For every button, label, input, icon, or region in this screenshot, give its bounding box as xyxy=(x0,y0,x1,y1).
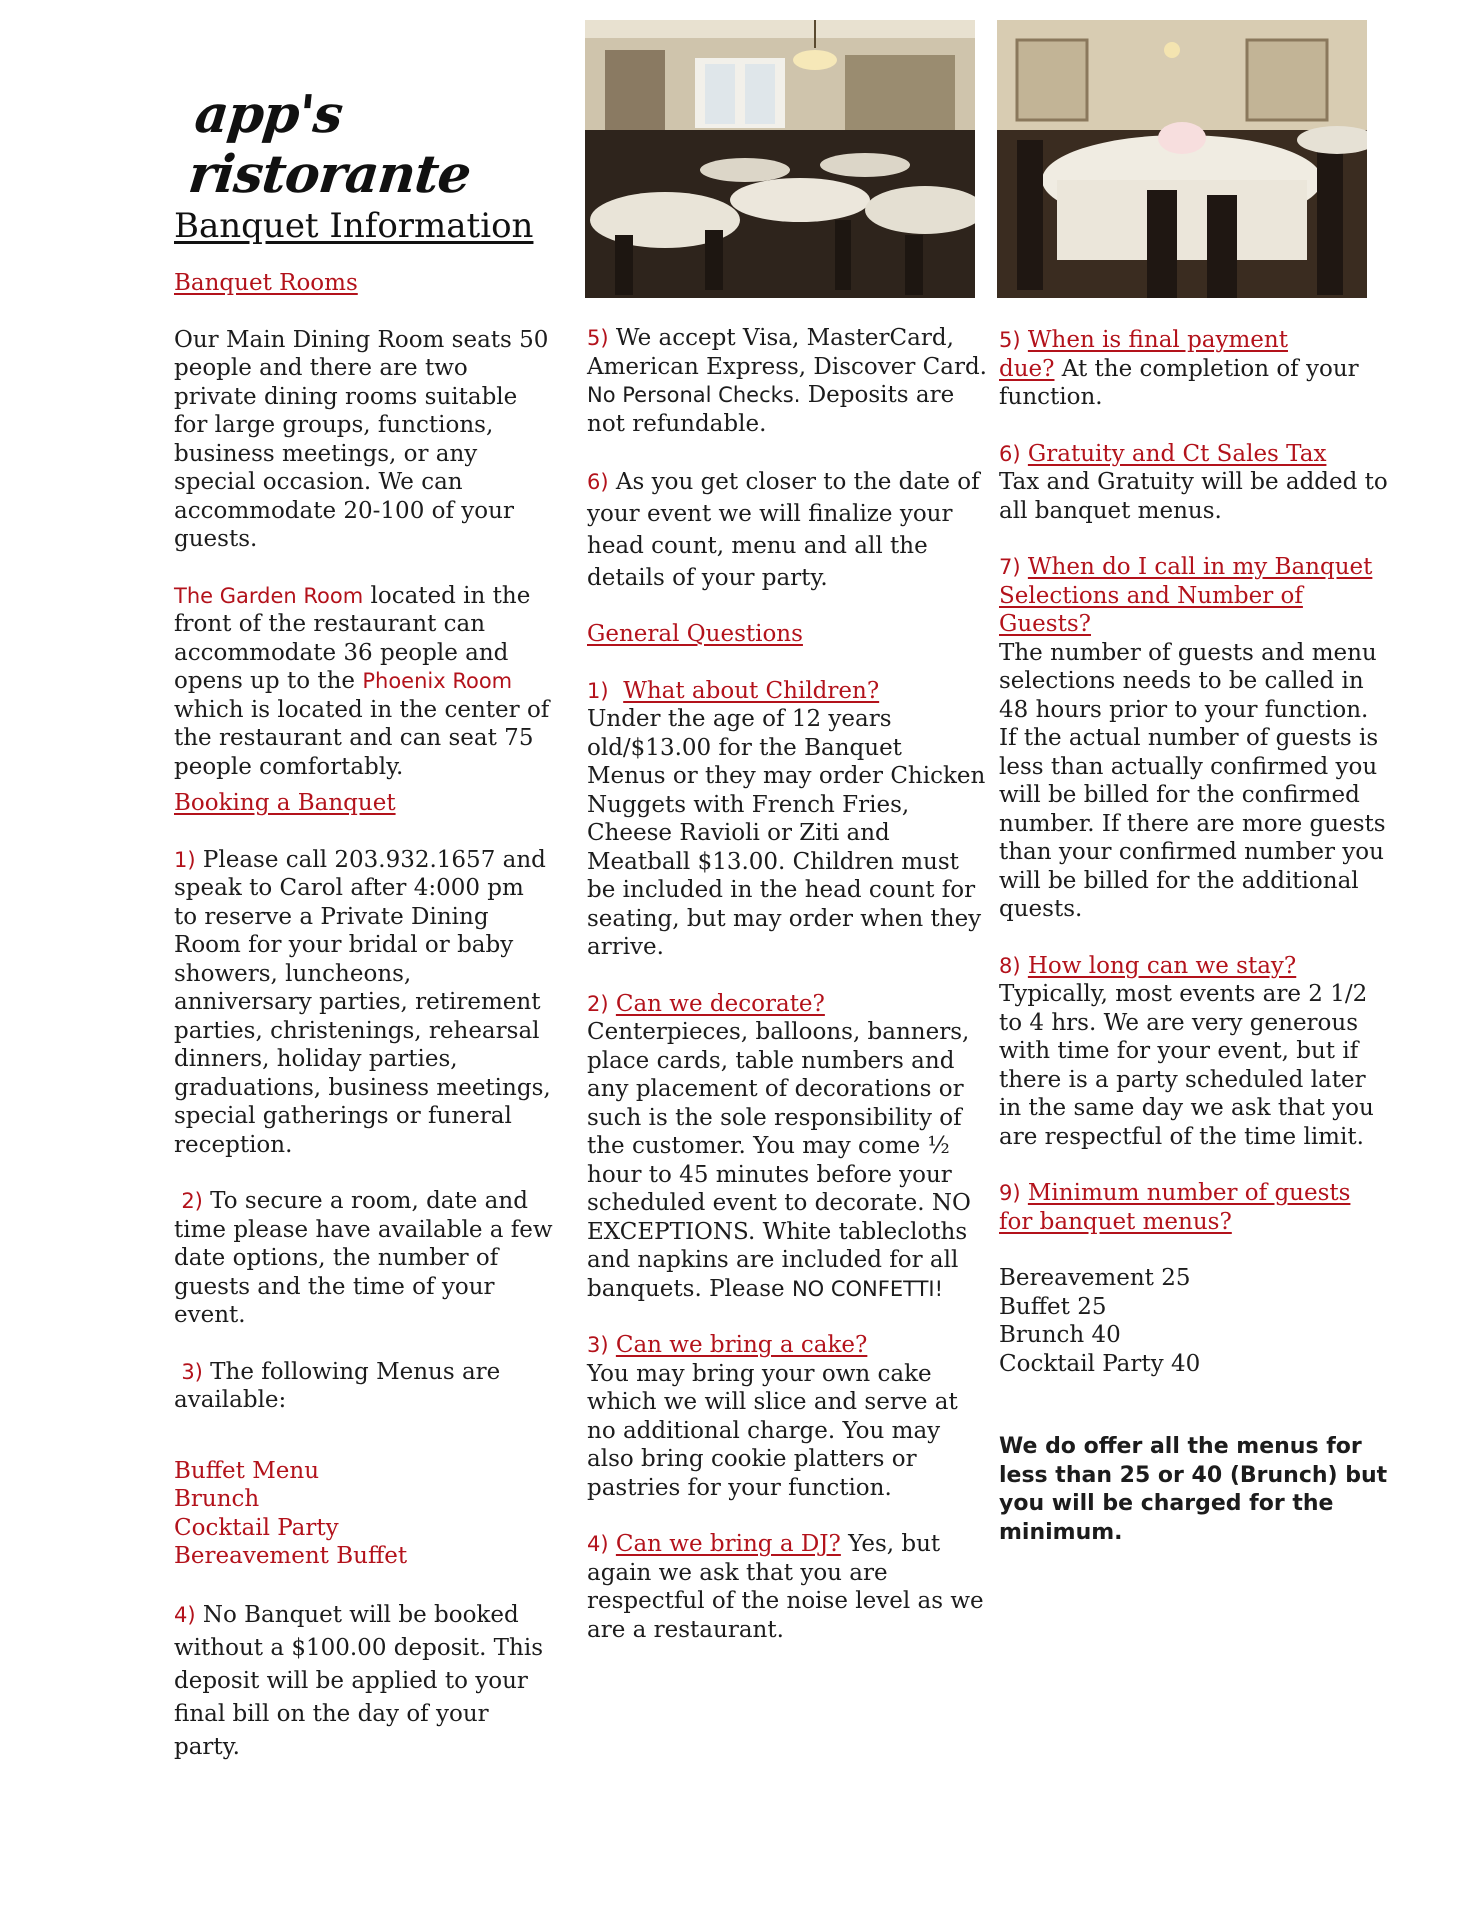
question-2-answer xyxy=(587,1018,987,1303)
question-5-title: When is final payment xyxy=(1027,327,1288,353)
booking-item-3-number: 3) xyxy=(181,1359,203,1384)
booking-item-5-text: We accept Visa, MasterCard, American Express, Discover Card. xyxy=(587,325,987,380)
question-4 xyxy=(587,1530,987,1644)
menu-item: Bereavement Buffet xyxy=(174,1543,408,1569)
question-5-title-cont: due? xyxy=(999,355,1055,382)
question-1-answer: Under the age of 12 years old/$13.00 for the Banquet Menus or they may order Chicken Nuggets with French Fries, Cheese Ravioli or Ziti and Meatball $13.00. Children must be included in the head count for seating, but may order when they arrive. xyxy=(587,706,986,960)
question-9 xyxy=(999,1179,1389,1236)
menu-item: Buffet Menu xyxy=(174,1457,320,1484)
question-1 xyxy=(587,677,987,706)
question-3-title: Can we bring a cake? xyxy=(615,1332,868,1358)
booking-item-4 xyxy=(174,1599,554,1764)
menu-item: Brunch xyxy=(174,1486,260,1512)
booking-item-2 xyxy=(174,1187,554,1330)
round-table-photo xyxy=(997,20,1367,298)
question-4-number: 4) xyxy=(587,1532,609,1556)
question-4-answer: Yes, but again we ask that you are respectful of the noise level as we are a restaurant. xyxy=(587,1531,984,1643)
booking-item-6 xyxy=(587,466,987,594)
question-7-answer: The number of guests and menu selections needs to be called in 48 hours prior to your function. If the actual number of guests is less than actually confirmed you will be billed for the confirmed number. If there are more guests than your confirmed number you will be billed for the additional quests. xyxy=(999,639,1386,922)
minimum-charge-note: We do offer all the menus for less than 25 or 40 (Brunch) but you will be charged for the minimum. xyxy=(999,1434,1388,1545)
minimum-guests-list xyxy=(999,1264,1389,1378)
menu-item: Cocktail Party xyxy=(174,1514,339,1541)
booking-item-5 xyxy=(587,324,987,438)
banquet-rooms-heading: Banquet Rooms xyxy=(174,270,358,296)
booking-item-4-number: 4) xyxy=(174,1602,196,1627)
menu-list xyxy=(174,1457,554,1571)
no-confetti-notice: NO CONFETTI! xyxy=(791,1276,944,1301)
minimum-item: Cocktail Party 40 xyxy=(999,1350,1201,1377)
question-8-number: 8) xyxy=(999,953,1021,978)
column-2 xyxy=(587,324,987,1644)
question-5-number: 5) xyxy=(999,328,1021,352)
booking-item-5-tail: Deposits are not refundable. xyxy=(587,382,955,437)
question-7-number: 7) xyxy=(999,555,1021,579)
restaurant-logo: app's ristorante xyxy=(185,84,474,205)
question-2-number: 2) xyxy=(587,991,609,1016)
booking-item-2-number: 2) xyxy=(181,1189,203,1213)
question-8-answer: Typically, most events are 2 1/2 to 4 hrs. We are very generous with time for your event, but if there is a party scheduled later in the same day we ask that you are respectful of the time limit. xyxy=(999,981,1374,1150)
booking-item-6-text: As you get closer to the date of your event we will finalize your head count, menu and all the details of your party. xyxy=(587,469,980,591)
general-questions-heading: General Questions xyxy=(587,621,803,647)
question-4-title: Can we bring a DJ? xyxy=(615,1531,841,1557)
booking-item-5-number: 5) xyxy=(587,326,609,350)
garden-room-paragraph xyxy=(174,582,554,782)
booking-item-3 xyxy=(174,1358,554,1415)
booking-item-4-text: No Banquet will be booked without a $100.00 deposit. This deposit will be applied to your final bill on the day of your party. xyxy=(174,1601,543,1760)
question-7-title-cont: Selections and Number of Guests? xyxy=(999,582,1303,637)
question-9-title-cont: for banquet menus? xyxy=(999,1208,1232,1235)
question-9-title: Minimum number of guests xyxy=(1027,1180,1351,1206)
question-3-answer: You may bring your own cake which we will slice and serve at no additional charge. You may also bring cookie platters or pastries for your function. xyxy=(587,1360,958,1501)
question-6 xyxy=(999,440,1389,469)
garden-room-text: located in the front of the restaurant can accommodate 36 people and opens up to the xyxy=(174,582,531,694)
question-2-answer-text: Centerpieces, balloons, banners, place cards, table numbers and any placement of decorations or such is the sole responsibility of the customer. You may come ½ hour to 45 minutes before your scheduled event to decorate. NO EXCEPTIONS. White tablecloths and napkins are included for all banquets. Please xyxy=(587,1019,971,1302)
question-8 xyxy=(999,952,1389,981)
booking-item-3-text: The following Menus are available: xyxy=(174,1358,501,1413)
question-3-number: 3) xyxy=(587,1333,609,1357)
question-7-title: When do I call in my Banquet xyxy=(1027,554,1373,580)
main-dining-room-text: Our Main Dining Room seats 50 people and there are two private dining rooms suitable for large groups, functions, business meetings, or any special occasion. We can accommodate 20-100 of your guests. xyxy=(174,326,549,552)
minimum-item: Brunch 40 xyxy=(999,1322,1121,1348)
column-3 xyxy=(999,326,1389,1547)
question-2-title: Can we decorate? xyxy=(615,990,825,1017)
question-5-answer: At the completion of your function. xyxy=(999,355,1359,410)
question-3 xyxy=(587,1331,987,1360)
booking-item-2-text: To secure a room, date and time please have available a few date options, the number of guests and the time of your event. xyxy=(174,1188,553,1328)
booking-item-6-number: 6) xyxy=(587,470,609,494)
question-5 xyxy=(999,326,1389,412)
question-1-title: What about Children? xyxy=(623,677,880,704)
dining-room-photo xyxy=(585,20,975,298)
question-2 xyxy=(587,990,987,1019)
question-7 xyxy=(999,553,1389,639)
booking-item-1-text: Please call 203.932.1657 and speak to Carol after 4:000 pm to reserve a Private Dining Room for your bridal or baby showers, luncheons, anniversary parties, retirement parties, christenings, rehearsal dinners, holiday parties, graduations, business meetings, special gatherings or funeral reception. xyxy=(174,846,551,1158)
booking-heading: Booking a Banquet xyxy=(174,790,396,816)
question-6-number: 6) xyxy=(999,441,1021,466)
garden-room-label: The Garden Room xyxy=(174,583,364,608)
question-6-answer: Tax and Gratuity will be added to all banquet menus. xyxy=(999,469,1388,524)
phoenix-room-label: Phoenix Room xyxy=(362,669,513,693)
column-1 xyxy=(174,85,554,1764)
question-8-title: How long can we stay? xyxy=(1027,952,1297,979)
minimum-item: Bereavement 25 xyxy=(999,1265,1191,1291)
question-6-title: Gratuity and Ct Sales Tax xyxy=(1027,440,1327,467)
no-checks-notice: No Personal Checks. xyxy=(587,383,801,407)
booking-item-1 xyxy=(174,846,554,1160)
question-9-number: 9) xyxy=(999,1181,1021,1205)
minimum-item: Buffet 25 xyxy=(999,1293,1107,1320)
question-1-number: 1) xyxy=(587,678,609,703)
phoenix-room-text: which is located in the center of the restaurant and can seat 75 people comfortably. xyxy=(174,696,550,780)
booking-item-1-number: 1) xyxy=(174,847,196,872)
page-title: Banquet Information xyxy=(174,206,534,246)
